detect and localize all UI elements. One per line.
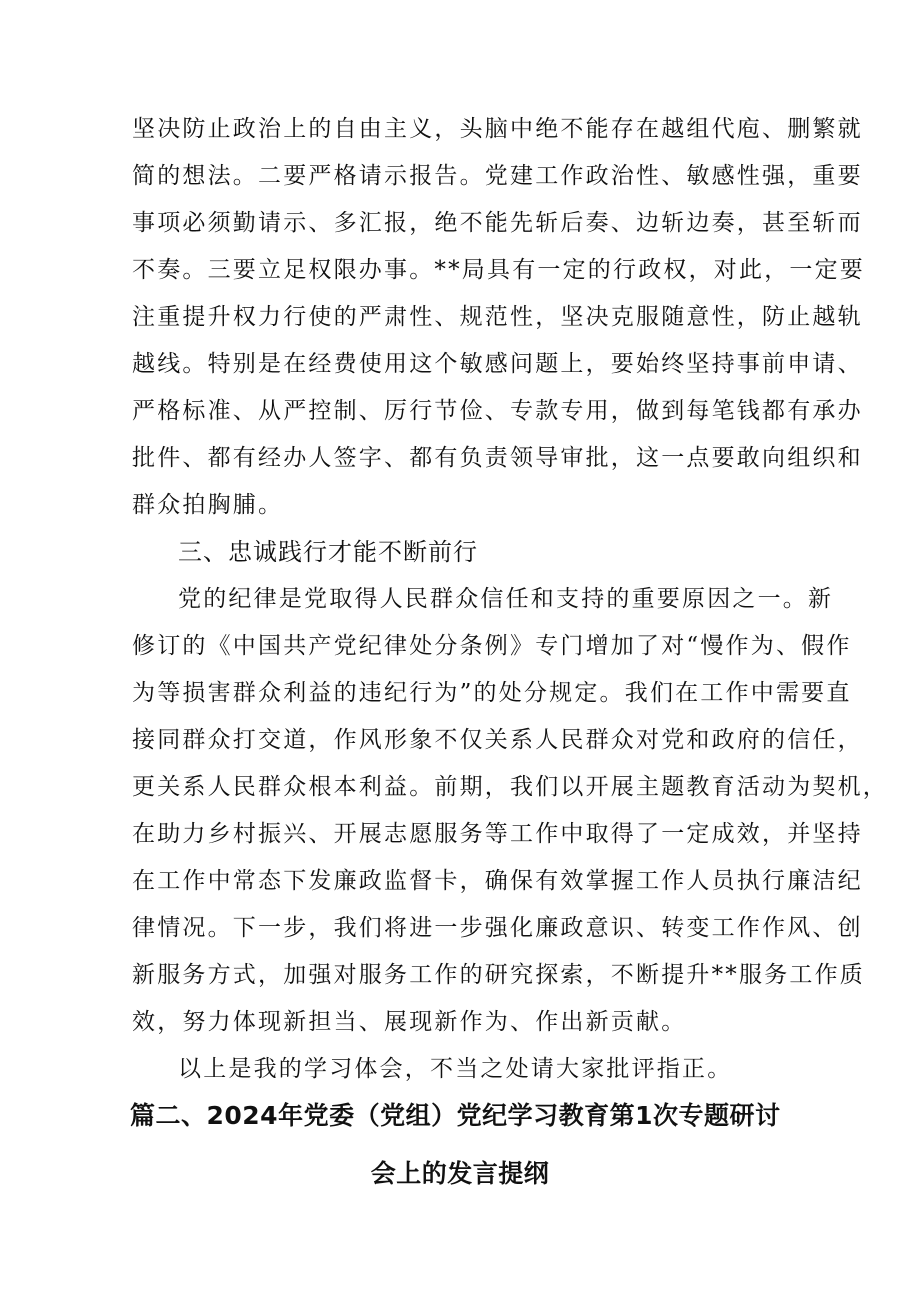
paragraph-1-line-9: 群众拍胸脯。	[132, 492, 284, 518]
paragraph-1-line-8: 批件、都有经办人签字、都有负责领导审批，这一点要敢向组织和	[132, 445, 863, 471]
article-2-title-line-1: 篇二、2024年党委（党组）党纪学习教育第1次专题研讨	[130, 1101, 781, 1130]
section-3-line-4: 接同群众打交道，作风形象不仅关系人民群众对党和政府的信任，	[132, 727, 863, 753]
paragraph-1-line-7: 严格标准、从严控制、厉行节俭、专款专用，做到每笔钱都有承办	[132, 398, 863, 424]
section-3-line-10: 效，努力体现新担当、展现新作为、作出新贡献。	[132, 1009, 687, 1035]
section-3-line-3: 为等损害群众利益的违纪行为”的处分规定。我们在工作中需要直	[132, 680, 852, 706]
paragraph-1-line-5: 注重提升权力行使的严肃性、规范性，坚决克服随意性，防止越轨	[132, 304, 863, 330]
section-3-line-7: 在工作中常态下发廉政监督卡，确保有效掌握工作人员执行廉洁纪	[132, 868, 863, 894]
section-3-line-5: 更关系人民群众根本利益。前期，我们以开展主题教育活动为契机，	[132, 774, 888, 800]
section-3-line-2: 修订的《中国共产党纪律处分条例》专门增加了对“慢作为、假作	[132, 633, 852, 659]
paragraph-1-line-2: 简的想法。二要严格请示报告。党建工作政治性、敏感性强，重要	[132, 163, 863, 189]
section-3-line-8: 律情况。下一步，我们将进一步强化廉政意识、转变工作作风、创	[132, 915, 863, 941]
section-3-line-1: 党的纪律是党取得人民群众信任和支持的重要原因之一。新	[178, 586, 834, 612]
article-2-title-line-2: 会上的发言提纲	[370, 1159, 550, 1188]
paragraph-1-line-1: 坚决防止政治上的自由主义，头脑中绝不能存在越组代庖、删繁就	[132, 116, 863, 142]
paragraph-1-line-4: 不奏。三要立足权限办事。**局具有一定的行政权，对此，一定要	[132, 257, 865, 283]
section-3-heading: 三、忠诚践行才能不断前行	[178, 538, 478, 566]
closing-sentence: 以上是我的学习体会，不当之处请大家批评指正。	[178, 1056, 733, 1082]
paragraph-1-line-3: 事项必须勤请示、多汇报，绝不能先斩后奏、边斩边奏，甚至斩而	[132, 210, 863, 236]
section-3-line-9: 新服务方式，加强对服务工作的研究探索，不断提升**服务工作质	[132, 962, 865, 988]
paragraph-1-line-6: 越线。特别是在经费使用这个敏感问题上，要始终坚持事前申请、	[132, 351, 863, 377]
section-3-line-6: 在助力乡村振兴、开展志愿服务等工作中取得了一定成效，并坚持	[132, 821, 863, 847]
